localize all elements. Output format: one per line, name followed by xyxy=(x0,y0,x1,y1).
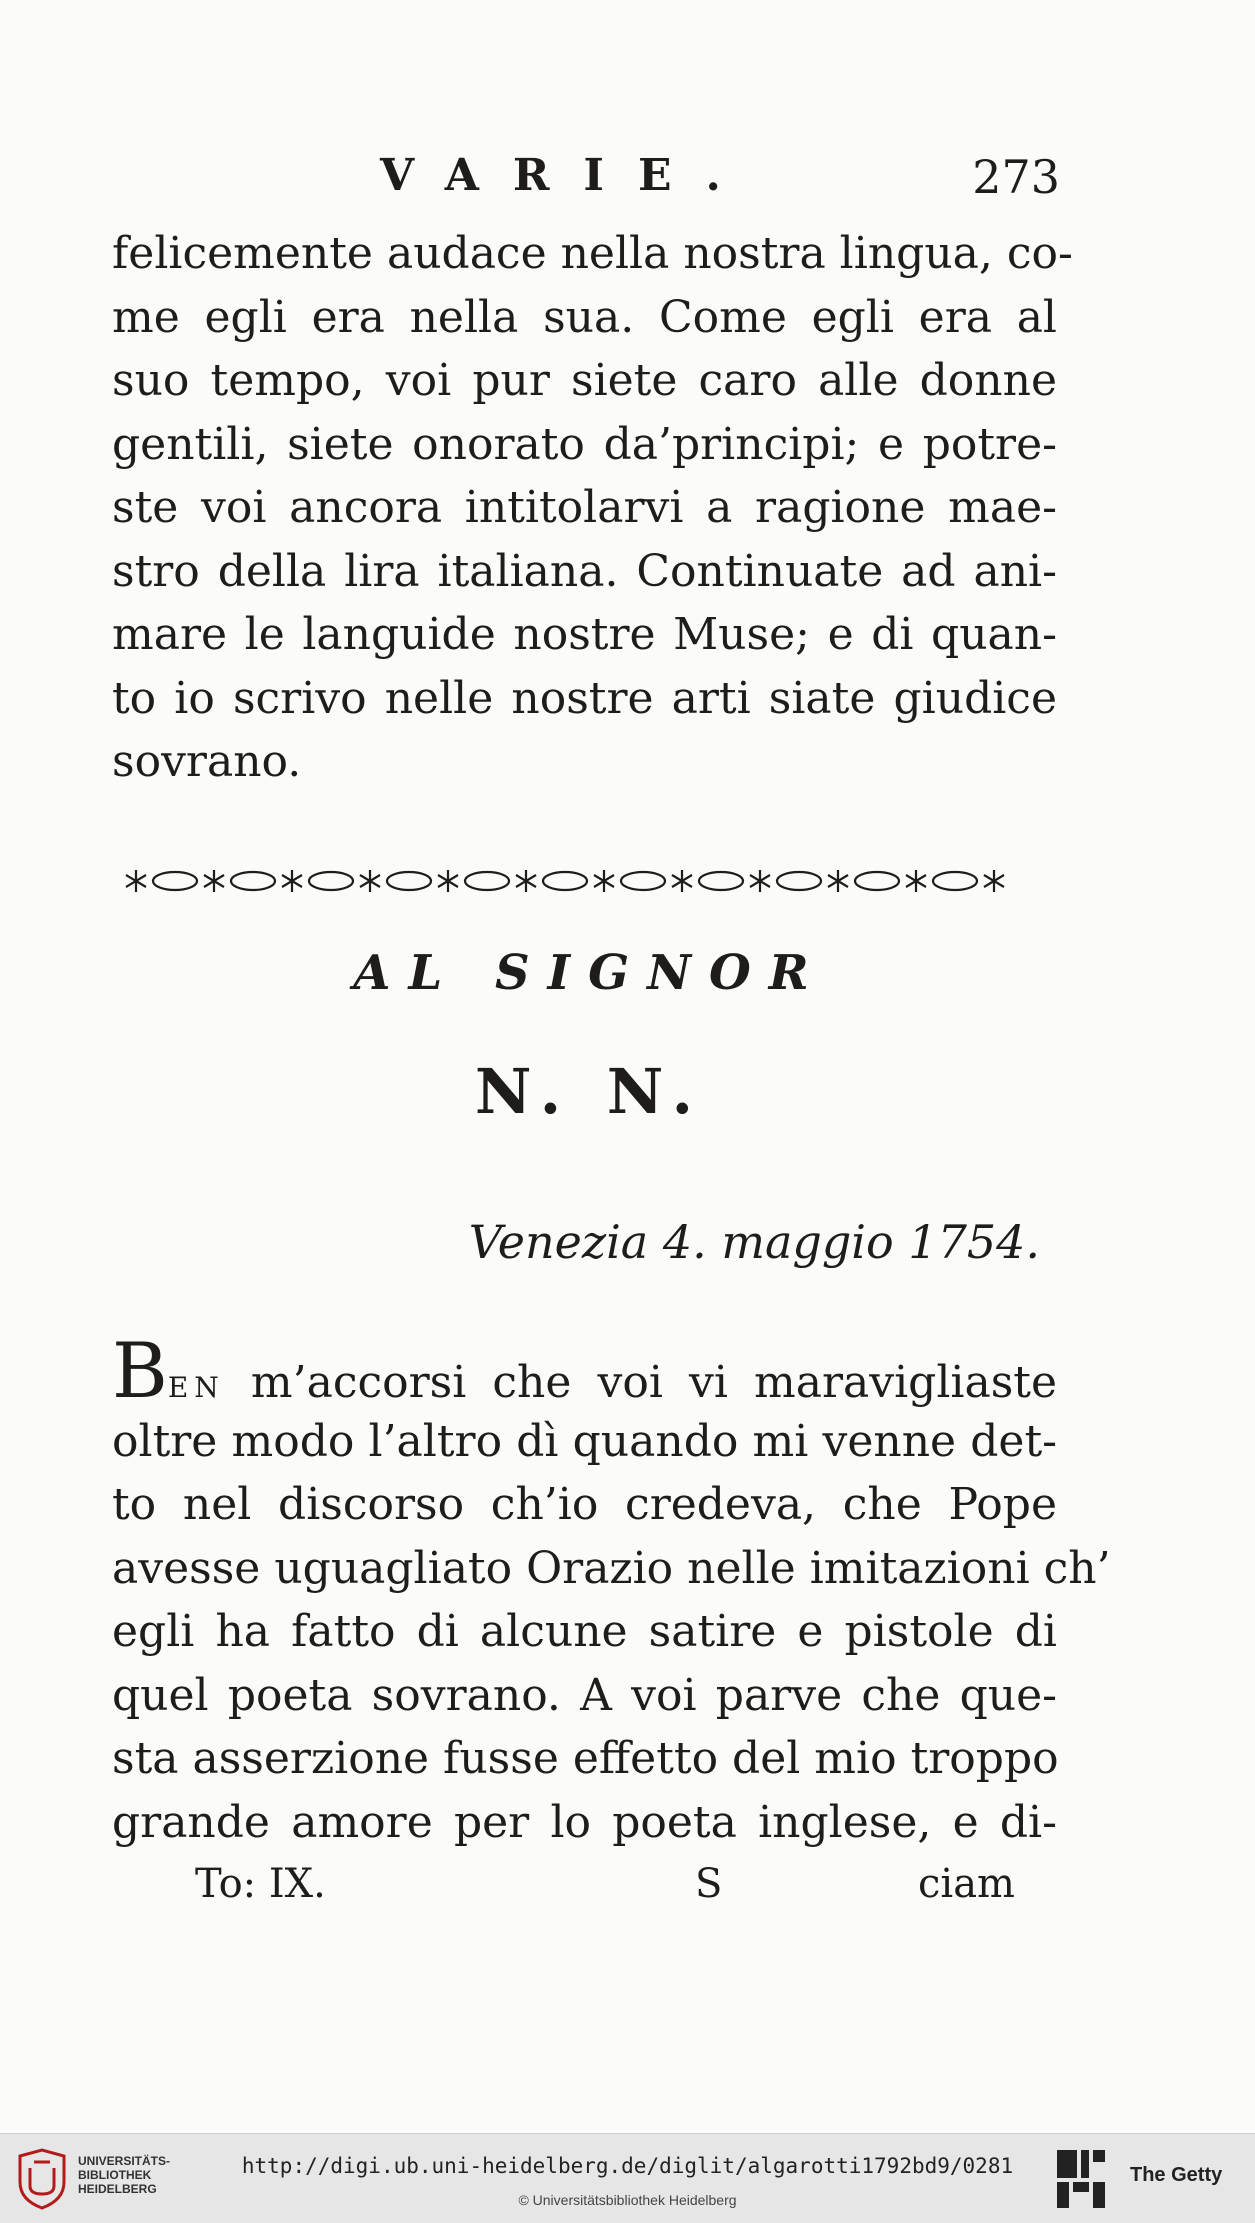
running-title: VARIE. xyxy=(380,150,755,201)
text-line: gentili, siete onorato da’principi; e potre- xyxy=(112,418,1057,470)
text-line: avesse uguagliato Orazio nelle imitazioni ch’ xyxy=(112,1542,1111,1594)
drop-cap: B xyxy=(112,1326,168,1415)
ornament-divider xyxy=(122,858,1058,904)
letter-addressee-heading: AL SIGNOR xyxy=(353,945,827,1001)
ornament-oval xyxy=(933,872,977,890)
text-line: egli ha fatto di alcune satire e pistole di xyxy=(112,1606,1057,1657)
first-line-text: m’accorsi che voi vi maravigliaste xyxy=(250,1357,1057,1408)
text-line: quel poeta sovrano. A voi parve che que- xyxy=(112,1669,1057,1721)
ornament-star xyxy=(282,870,302,892)
copyright-notice: © Universitätsbibliothek Heidelberg xyxy=(518,2192,737,2208)
ornament-oval xyxy=(855,872,899,890)
ornament-oval xyxy=(309,872,353,890)
signature-mark: S xyxy=(695,1861,723,1907)
ornament-oval xyxy=(621,872,665,890)
ornament-oval xyxy=(153,872,197,890)
text-line: grande amore per lo poeta inglese, e di- xyxy=(112,1796,1057,1848)
text-line: mare le languide nostre Muse; e di quan- xyxy=(112,609,1057,660)
getty-logo-icon xyxy=(1055,2148,1107,2210)
ornament-star xyxy=(126,870,146,892)
ornament-oval xyxy=(543,872,587,890)
catchword: ciam xyxy=(918,1861,1015,1907)
text-line: me egli era nella sua. Come egli era al xyxy=(112,291,1057,343)
text-line: to nel discorso ch’io credeva, che Pope xyxy=(112,1479,1057,1530)
university-library-name: UNIVERSITÄTS- BIBLIOTHEK HEIDELBERG xyxy=(78,2154,171,2196)
text-line-first xyxy=(112,1326,1057,1415)
ornament-star xyxy=(204,870,224,892)
ornament-star xyxy=(906,870,926,892)
text-line: sta asserzione fusse effetto del mio troppo xyxy=(112,1733,1059,1784)
ornament-star xyxy=(516,870,536,892)
ornament-star xyxy=(828,870,848,892)
ornament-oval xyxy=(465,872,509,890)
partner-name: The Getty xyxy=(1130,2164,1223,2186)
text-line: stro della lira italiana. Continuate ad ani- xyxy=(112,545,1057,597)
text-line: sovrano. xyxy=(112,736,302,787)
ornament-star xyxy=(672,870,692,892)
letter-dateline: Venezia 4. maggio 1754. xyxy=(468,1215,1040,1269)
ornament-oval xyxy=(231,872,275,890)
text-line: ste voi ancora intitolarvi a ragione mae- xyxy=(112,482,1057,533)
letter-paragraph xyxy=(112,1326,1111,1854)
letter-addressee-name: N. N. xyxy=(474,1055,706,1128)
text-line: suo tempo, voi pur siete caro alle donne xyxy=(112,355,1057,406)
text-line: to io scrivo nelle nostre arti siate giudice xyxy=(112,672,1057,724)
text-line: oltre modo l’altro dì quando mi venne det- xyxy=(112,1415,1057,1467)
ornament-star xyxy=(360,870,380,892)
ornament-star xyxy=(594,870,614,892)
ornament-star xyxy=(750,870,770,892)
permalink-url[interactable]: http://digi.ub.uni-heidelberg.de/diglit/algarotti1792bd9/0281 xyxy=(241,2154,1014,2178)
ornament-oval xyxy=(699,872,743,890)
ornament-oval xyxy=(777,872,821,890)
running-head xyxy=(380,150,1060,220)
small-caps: EN xyxy=(167,1371,225,1404)
ornament-oval xyxy=(387,872,431,890)
viewer-footer-bar xyxy=(0,2133,1255,2223)
page-number: 273 xyxy=(972,150,1060,204)
paragraph-continued xyxy=(112,222,1073,794)
volume-mark: To: IX. xyxy=(195,1861,326,1907)
text-line: felicemente audace nella nostra lingua, co- xyxy=(112,228,1073,279)
ornament-star xyxy=(438,870,458,892)
ornament-star xyxy=(984,870,1004,892)
page-footer xyxy=(195,1861,1015,1921)
